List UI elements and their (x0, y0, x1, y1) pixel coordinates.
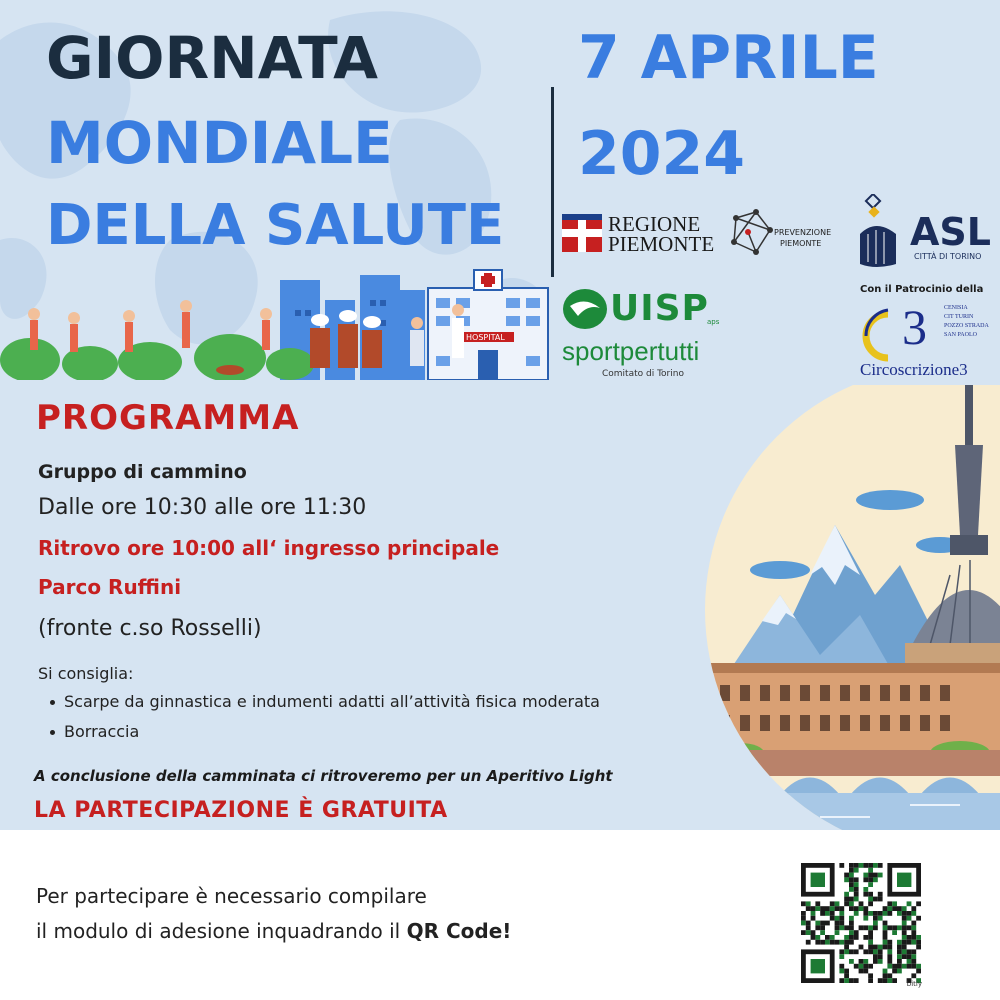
advice-item-text: Borraccia (64, 722, 140, 741)
asl-logo (856, 194, 996, 270)
bullet-icon (50, 730, 55, 735)
circoscrizione-logo (858, 300, 998, 382)
date-line-2: 2024 (578, 119, 745, 189)
circoscrizione-name: Circoscrizione3 (860, 360, 968, 379)
advice-label: Si consiglia: (38, 664, 134, 683)
advice-item (50, 722, 139, 741)
uisp-tagline: sportpertutti (562, 336, 700, 366)
regione-logo-line-1: REGIONE (608, 212, 701, 236)
prevenzione-logo-line-2: PIEMONTE (780, 239, 822, 248)
date-line-1: 7 APRILE (578, 23, 879, 93)
bullet-icon (50, 700, 55, 705)
turin-mole-illustration (700, 385, 1000, 830)
circoscrizione-area: CENISIA (944, 305, 968, 311)
asl-logo-sub: CITTÀ DI TORINO (914, 252, 982, 261)
event-time: Dalle ore 10:30 alle ore 11:30 (38, 495, 367, 520)
regione-shield-icon (560, 212, 604, 254)
circoscrizione-number: 3 (902, 299, 927, 355)
qr-brand: bitly (906, 980, 922, 988)
uisp-comitato: Comitato di Torino (602, 369, 684, 379)
network-icon (726, 206, 776, 258)
conclusion-note: A conclusione della camminata ci ritroveremo per un Aperitivo Light (34, 767, 613, 785)
title-line-3: DELLA SALUTE (46, 193, 505, 258)
park-location: (fronte c.so Rosselli) (38, 616, 262, 641)
circoscrizione-areas (944, 304, 989, 340)
uisp-logo-aps: aps (707, 318, 720, 326)
program-heading: PROGRAMMA (36, 398, 300, 438)
uisp-emblem-icon (560, 286, 610, 332)
qr-code[interactable] (798, 860, 924, 986)
advice-item (50, 692, 600, 711)
qr-code-emphasis: QR Code! (406, 919, 512, 943)
uisp-logo (560, 284, 730, 380)
city-people-illustration (0, 260, 560, 380)
hospital-sign: HOSPITAL (466, 333, 505, 342)
park-name: Parco Ruffini (38, 575, 182, 599)
circoscrizione-area: CIT TURIN (944, 314, 974, 320)
circoscrizione-area: POZZO STRADA (944, 323, 989, 329)
title-divider (551, 87, 554, 277)
prevenzione-logo-line-1: PREVENZIONE (774, 228, 832, 237)
regione-piemonte-logo (560, 212, 715, 256)
qr-code-icon (798, 860, 924, 986)
circoscrizione-area: SAN PAOLO (944, 332, 977, 338)
footer-line-1: Per partecipare è necessario compilare (36, 884, 427, 908)
poster-footer (0, 830, 1000, 1000)
free-participation: LA PARTECIPAZIONE È GRATUITA (34, 798, 448, 823)
prevenzione-piemonte-logo (726, 206, 846, 262)
asl-emblem-icon (856, 194, 902, 270)
advice-item-text: Scarpe da ginnastica e indumenti adatti all’attività fisica moderata (64, 692, 600, 711)
meeting-point: Ritrovo ore 10:00 all‘ ingresso principale (38, 536, 500, 560)
regione-logo-line-2: PIEMONTE (608, 232, 715, 256)
patrocinio-label: Con il Patrocinio della (860, 284, 984, 295)
title-line-2: MONDIALE (46, 109, 393, 177)
footer-line-2 (36, 919, 511, 943)
walking-group-label: Gruppo di cammino (38, 461, 247, 483)
footer-line-2-text: il modulo di adesione inquadrando il (36, 919, 407, 943)
title-line-1: GIORNATA (46, 24, 379, 92)
asl-logo-main: ASL (910, 210, 991, 254)
uisp-logo-main: UISP (610, 288, 709, 329)
